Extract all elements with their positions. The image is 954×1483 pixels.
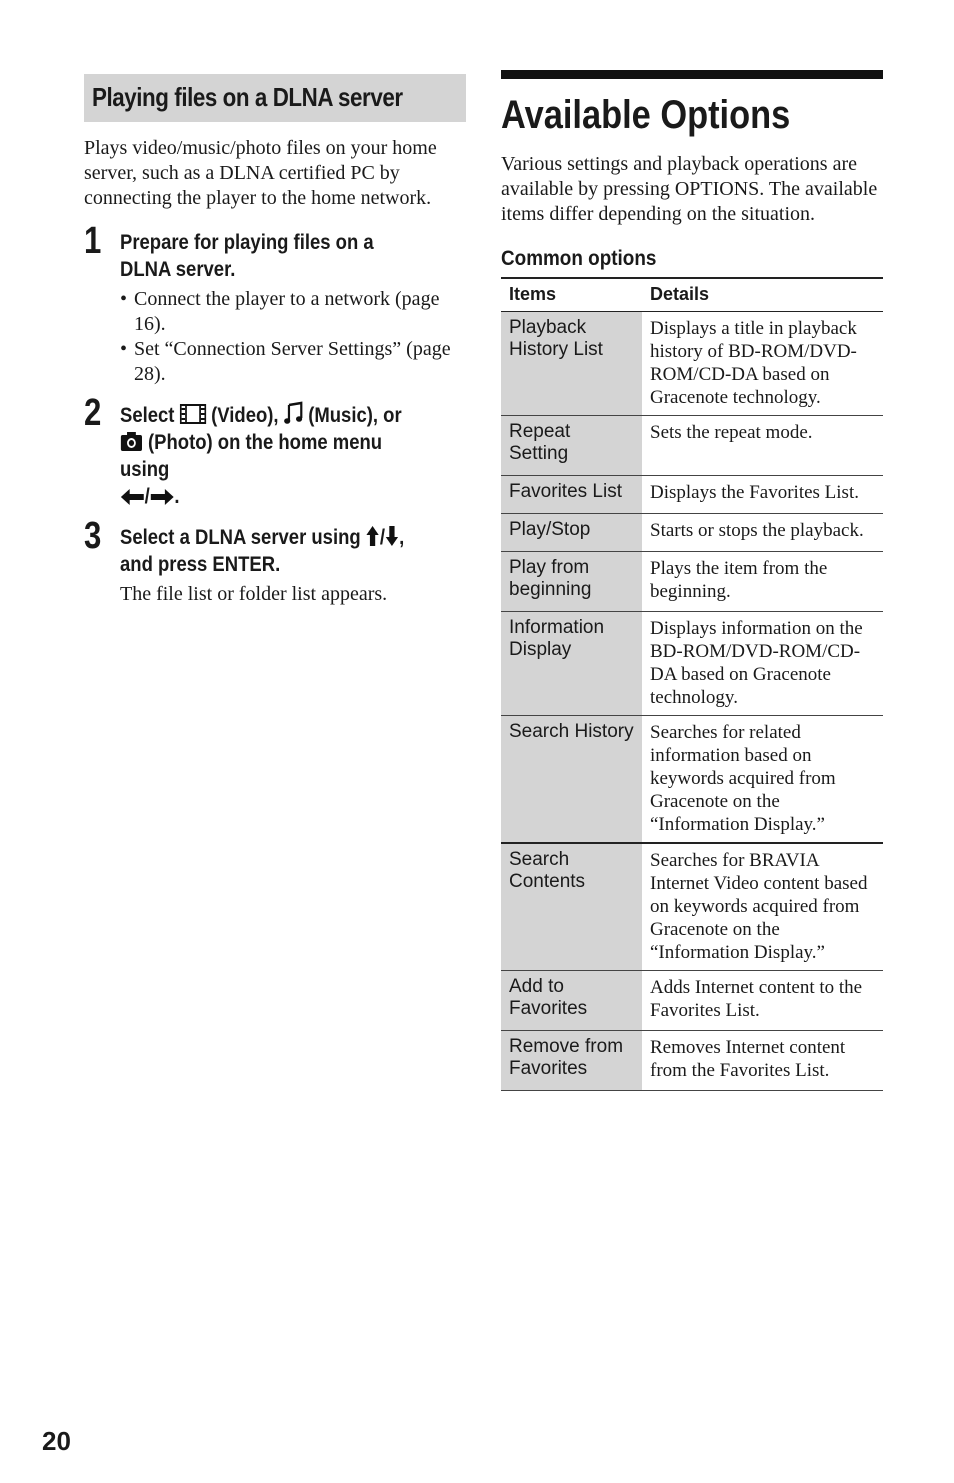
page-number: 20 <box>42 1426 71 1456</box>
left-column <box>84 74 466 607</box>
option-detail: Displays a title in playback history of BD-ROM/DVD-ROM/CD-DA based on Gracenote technology. <box>642 312 883 416</box>
option-item: Playback History List <box>501 312 642 416</box>
video-icon <box>180 403 206 425</box>
left-arrow-icon <box>120 488 145 506</box>
common-options-heading: Common options <box>501 247 657 270</box>
step-description: The file list or folder list appears. <box>120 583 388 605</box>
option-detail: Searches for BRAVIA Internet Video content based on keywords acquired from Gracenote on the “Information Display.” <box>642 843 883 971</box>
table-row <box>501 476 883 514</box>
step-bullets <box>120 287 466 387</box>
table-row <box>501 312 883 416</box>
bullet-item: • Connect the player to a network (page 16). <box>120 287 466 337</box>
step-2 <box>84 392 466 510</box>
step-number: 2 <box>84 392 102 434</box>
header-items: Items <box>501 278 642 312</box>
photo-icon <box>120 430 143 452</box>
option-item: Favorites List <box>501 476 642 514</box>
option-item: Add to Favorites <box>501 971 642 1031</box>
down-arrow-icon <box>385 525 399 547</box>
option-item: Remove from Favorites <box>501 1031 642 1091</box>
right-arrow-icon <box>150 488 175 506</box>
table-row <box>501 552 883 612</box>
up-arrow-icon <box>366 525 380 547</box>
option-item: Information Display <box>501 612 642 716</box>
table-row <box>501 843 883 971</box>
step-number: 3 <box>84 515 102 557</box>
step-number: 1 <box>84 220 102 262</box>
options-intro: Various settings and playback operations are available by pressing OPTIONS. The available items differ depending on the situation. <box>501 153 878 225</box>
option-detail: Removes Internet content from the Favorites List. <box>642 1031 883 1091</box>
page-title: Available Options <box>501 93 791 137</box>
option-detail: Searches for related information based on keywords acquired from Gracenote on the “Information Display.” <box>642 716 883 844</box>
step-3 <box>84 515 466 607</box>
table-row <box>501 416 883 476</box>
table-row <box>501 514 883 552</box>
option-item: Play from beginning <box>501 552 642 612</box>
table-row <box>501 612 883 716</box>
option-detail: Adds Internet content to the Favorites List. <box>642 971 883 1031</box>
right-column <box>501 70 883 1091</box>
table-row <box>501 971 883 1031</box>
title-rule <box>501 70 883 79</box>
option-item: Repeat Setting <box>501 416 642 476</box>
option-item: Search History <box>501 716 642 844</box>
options-table <box>501 277 883 1091</box>
step-title: Prepare for playing files on a DLNA server. <box>120 231 374 281</box>
table-row <box>501 1031 883 1091</box>
option-item: Search Contents <box>501 843 642 971</box>
bullet-item: • Set “Connection Server Settings” (page 28). <box>120 337 466 387</box>
option-detail: Plays the item from the beginning. <box>642 552 883 612</box>
option-detail: Displays information on the BD-ROM/DVD-ROM/CD-DA based on Gracenote technology. <box>642 612 883 716</box>
section-heading: Playing files on a DLNA server <box>84 74 466 122</box>
header-details: Details <box>642 278 883 312</box>
option-detail: Starts or stops the playback. <box>642 514 883 552</box>
step-1 <box>84 220 466 387</box>
section-intro: Plays video/music/photo files on your home server, such as a DLNA certified PC by connecting the player to the home network. <box>84 137 437 209</box>
table-header-row <box>501 278 883 312</box>
option-detail: Sets the repeat mode. <box>642 416 883 476</box>
step-title: Select (Video), (Music), or (Photo) on the home menu using / . <box>120 401 466 510</box>
option-detail: Displays the Favorites List. <box>642 476 883 514</box>
step-title: Select a DLNA server using / , and press ENTER. <box>120 526 405 576</box>
option-item: Play/Stop <box>501 514 642 552</box>
table-row <box>501 716 883 844</box>
music-icon <box>284 401 303 425</box>
